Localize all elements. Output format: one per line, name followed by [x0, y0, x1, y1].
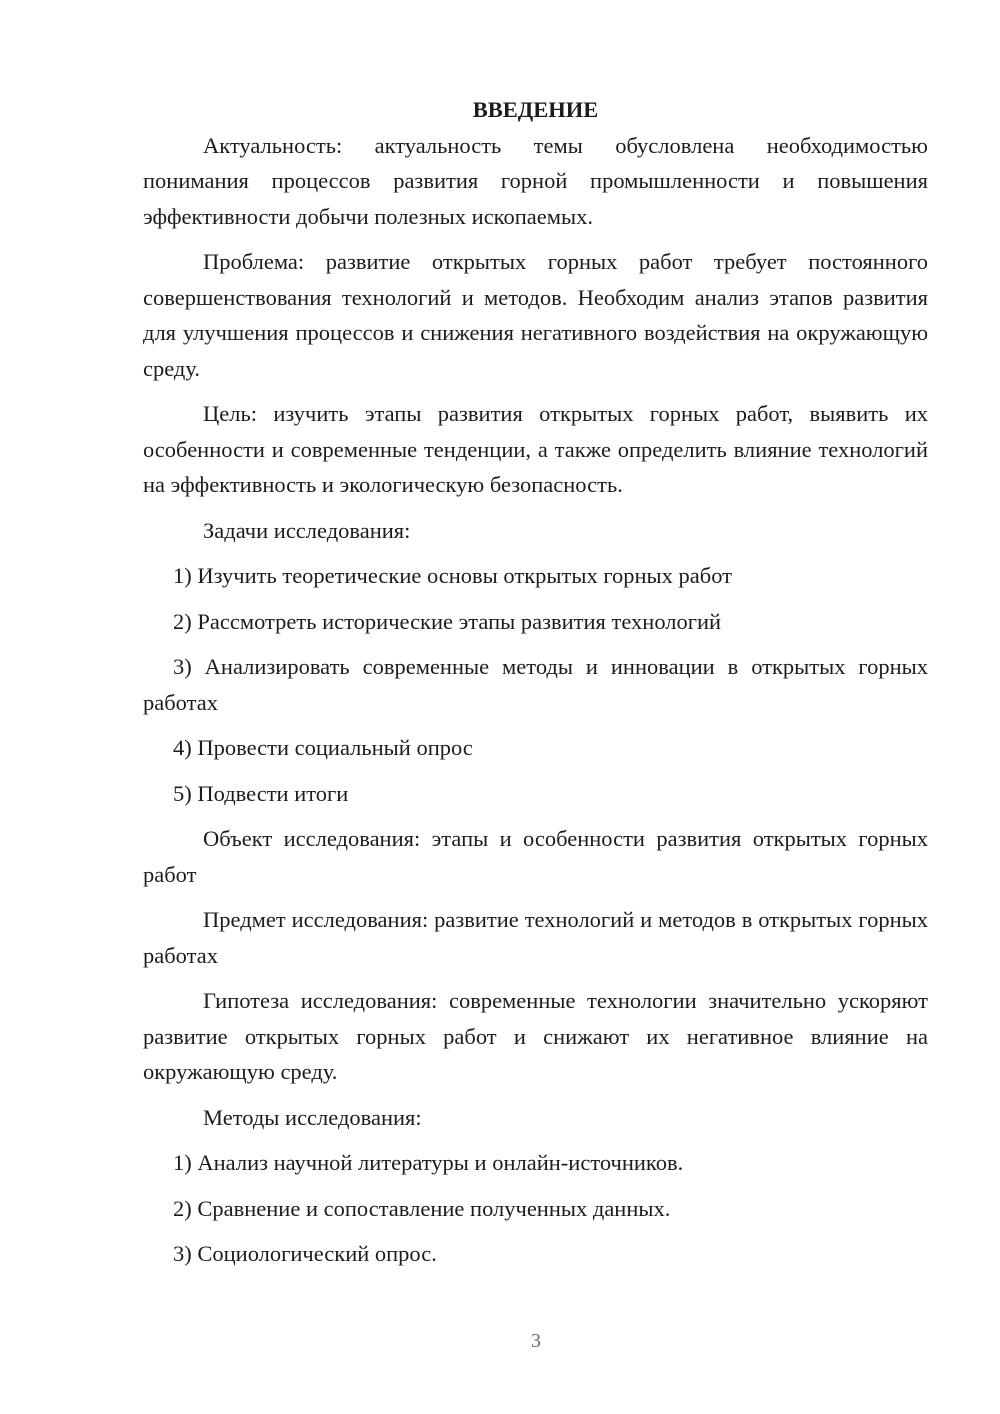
task-item-2: 2) Рассмотреть исторические этапы развития технологий [173, 608, 722, 634]
paragraph-hypothesis: Гипотеза исследования: современные технологии значительно ускоряют развитие открытых горных работ и снижают их негативное влияние на окружающую среду. [143, 988, 928, 1084]
task-item-3: 3) Анализировать современные методы и инновации в открытых горных работах [143, 654, 928, 715]
task-item-5: 5) Подвести итоги [173, 780, 349, 806]
section-title: ВВЕДЕНИЕ [472, 97, 599, 122]
paragraph-methods-heading: Методы исследования: [203, 1104, 422, 1130]
paragraph-object: Объект исследования: этапы и особенности развития открытых горных работ [143, 826, 928, 887]
paragraph-relevance: Актуальность: актуальность темы обусловлена необходимостью понимания процессов развития горной промышленности и повышения эффективности добычи полезных ископаемых. [143, 132, 928, 229]
paragraph-tasks-heading: Задачи исследования: [203, 517, 411, 543]
paragraph-subject: Предмет исследования: развитие технологий и методов в открытых горных работах [143, 907, 928, 968]
method-item-1: 1) Анализ научной литературы и онлайн-источников. [173, 1150, 684, 1175]
method-item-2: 2) Сравнение и сопоставление полученных данных. [173, 1195, 671, 1221]
paragraph-problem: Проблема: развитие открытых горных работ требует постоянного совершенствования технологий и методов. Необходим анализ этапов развития для улучшения процессов и снижения негативного воздействия на окружающую среду. [143, 249, 928, 381]
page-content [143, 92, 928, 1282]
page-number: 3 [531, 1330, 541, 1352]
method-item-3: 3) Социологический опрос. [173, 1241, 437, 1266]
task-item-1: 1) Изучить теоретические основы открытых горных работ [173, 563, 733, 588]
task-item-4: 4) Провести социальный опрос [173, 735, 473, 760]
paragraph-goal: Цель: изучить этапы развития открытых горных работ, выявить их особенности и современные тенденции, а также определить влияние технологий на эффективность и экологическую безопасность. [143, 401, 928, 497]
